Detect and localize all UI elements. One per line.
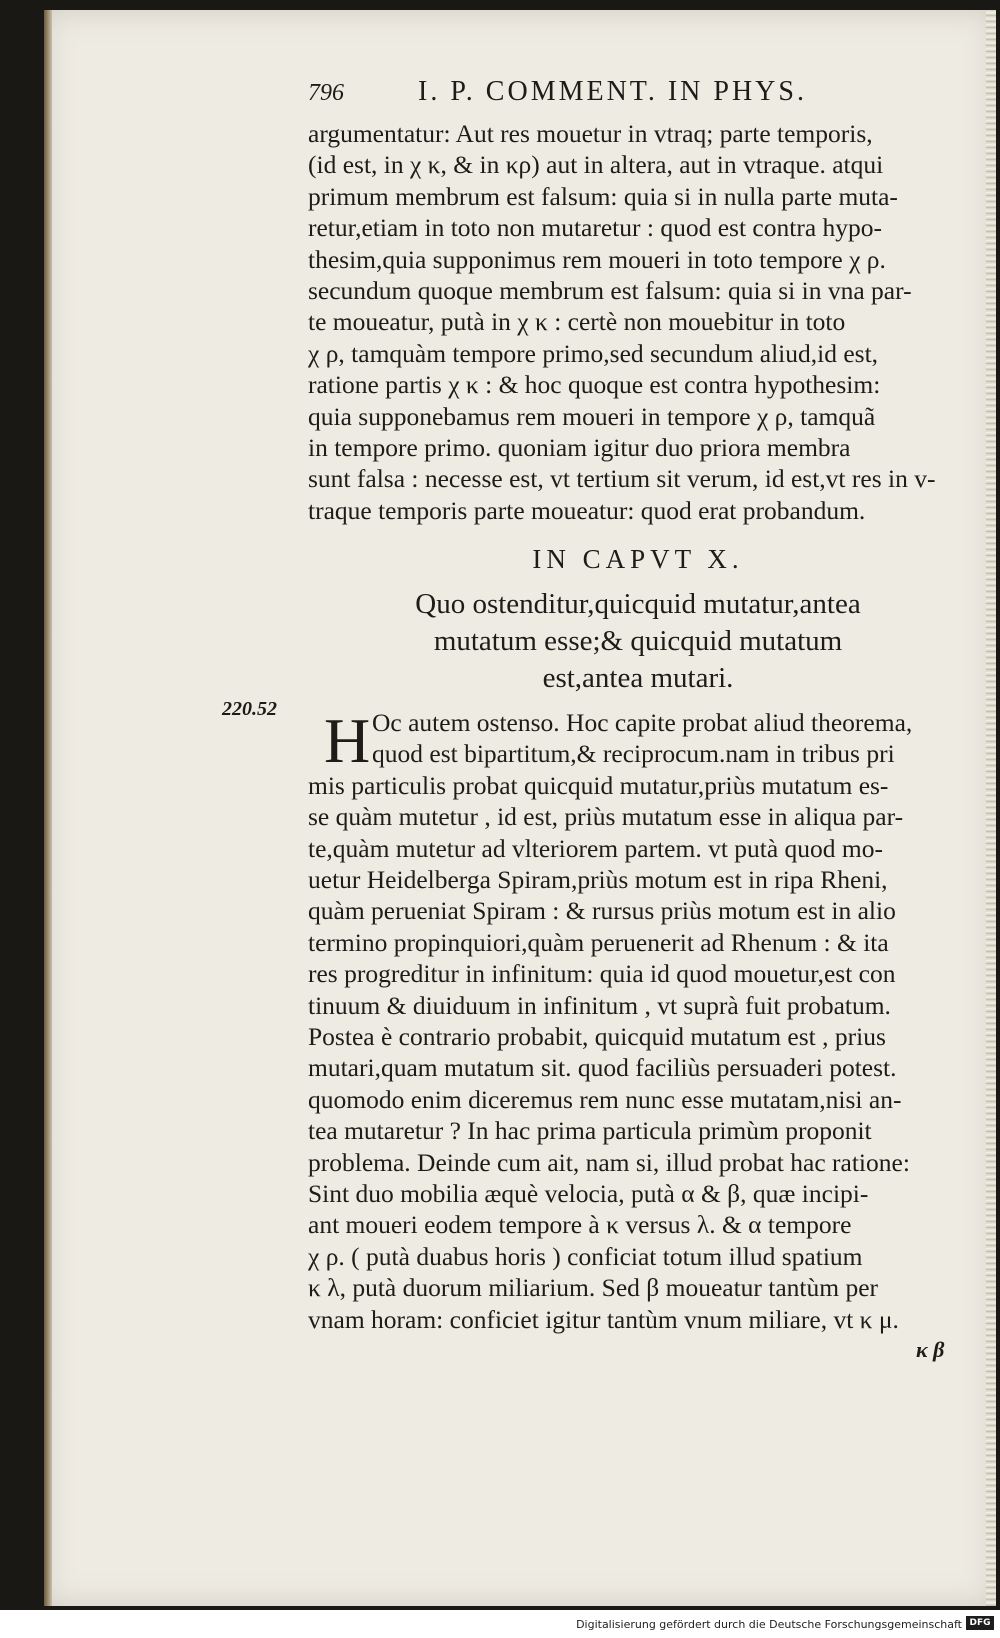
text-line: secundum quoque membrum est falsum: quia si in vna par- [308, 275, 912, 305]
text-line: argumentatur: Aut res mouetur in vtraq; parte temporis, [308, 119, 873, 148]
chapter-summary [308, 586, 968, 697]
drop-capital: H [324, 705, 371, 777]
text-line: quod est bipartitum,& reciprocum.nam in tribus pri [372, 739, 895, 769]
text-line: te moueatur, putà in χ κ : certè non mouebitur in toto [308, 307, 846, 337]
text-line: tea mutaretur ? In hac prima particula primùm proponit [308, 1116, 872, 1146]
page-fore-edge [986, 10, 996, 1606]
text-line: thesim,quia supponimus rem moueri in toto tempore χ ρ. [308, 244, 886, 274]
text-line: Postea è contrario probabit, quicquid mutatum est , prius [308, 1021, 886, 1051]
chapter-title: IN CAPVT X. [532, 544, 744, 575]
text-line: uetur Heidelberga Spiram,priùs motum est in ripa Rheni, [308, 865, 888, 895]
text-line: primum membrum est falsum: quia si in nulla parte muta- [308, 181, 898, 211]
text-line: quia supponebamus rem moueri in tempore χ ρ, tamquã [308, 401, 876, 431]
paragraph-2 [308, 707, 968, 1335]
running-title: I. P. COMMENT. IN PHYS. [418, 76, 807, 107]
text-line: (id est, in χ κ, & in κρ) aut in altera, aut in vtraque. atqui [308, 150, 884, 180]
chapter-summary-line: mutatum esse;& quicquid mutatum [433, 625, 843, 658]
paragraph-1 [308, 118, 968, 526]
text-line: quomodo enim diceremus rem nunc esse mutatam,nisi an- [308, 1084, 902, 1114]
text-line: termino propinquiori,quàm peruenerit ad Rhenum : & ita [308, 927, 889, 957]
page-number: 796 [308, 80, 344, 106]
chapter-summary-line: est,antea mutari. [542, 662, 734, 695]
text-line: κ λ, putà duorum miliarium. Sed β moueatur tantùm per [308, 1273, 879, 1303]
footer-credit: Digitalisierung gefördert durch die Deutsche Forschungsgemeinschaft [576, 1618, 962, 1631]
text-line: problema. Deinde cum ait, nam si, illud probat hac ratione: [308, 1147, 910, 1177]
text-block [308, 76, 968, 1335]
paragraph-2-lines [308, 707, 968, 1335]
text-line: te,quàm mutetur ad vlteriorem partem. vt putà quod mo- [308, 833, 884, 863]
text-line: χ ρ. ( putà duabus horis ) conficiat totum illud spatium [308, 1241, 863, 1271]
text-line: ratione partis χ κ : & hoc quoque est contra hypothesim: [308, 370, 881, 400]
text-line: in tempore primo. quoniam igitur duo priora membra [308, 432, 851, 462]
text-line: vnam horam: conficiet igitur tantùm vnum miliare, vt κ μ. [308, 1304, 899, 1334]
text-line: tinuum & diuiduum in infinitum , vt suprà fuit probatum. [308, 990, 891, 1020]
text-line: retur,etiam in toto non mutaretur : quod est contra hypo- [308, 213, 882, 243]
text-line: χ ρ, tamquàm tempore primo,sed secundum aliud,id est, [308, 338, 879, 368]
dfg-logo: DFG [966, 1616, 994, 1630]
text-line: traque temporis parte moueatur: quod erat probandum. [308, 495, 866, 525]
text-line: quàm perueniat Spiram : & rursus priùs motum est in alio [308, 896, 896, 926]
text-line: se quàm mutetur , id est, priùs mutatum esse in aliqua par- [308, 802, 904, 832]
page-gutter [44, 10, 52, 1606]
text-line: Oc autem ostenso. Hoc capite probat aliud theorema, [372, 708, 913, 738]
text-line: mutari,quam mutatum sit. quod faciliùs persuaderi potest. [308, 1053, 897, 1083]
marginal-reference: 220.52 [222, 698, 277, 720]
chapter-summary-line: Quo ostenditur,quicquid mutatur,antea [415, 588, 861, 621]
text-line: mis particulis probat quicquid mutatur,priùs mutatum es- [308, 770, 889, 800]
text-line: sunt falsa : necesse est, vt tertium sit verum, id est,vt res in v- [308, 464, 936, 494]
catchword: κ β [916, 1337, 945, 1362]
text-line: Sint duo mobilia æquè velocia, putà α & β, quæ incipi- [308, 1178, 869, 1208]
text-line: ant moueri eodem tempore à κ versus λ. & α tempore [308, 1210, 852, 1240]
running-head [308, 76, 968, 116]
text-line: res progreditur in infinitum: quia id quod mouetur,est con [308, 959, 896, 989]
